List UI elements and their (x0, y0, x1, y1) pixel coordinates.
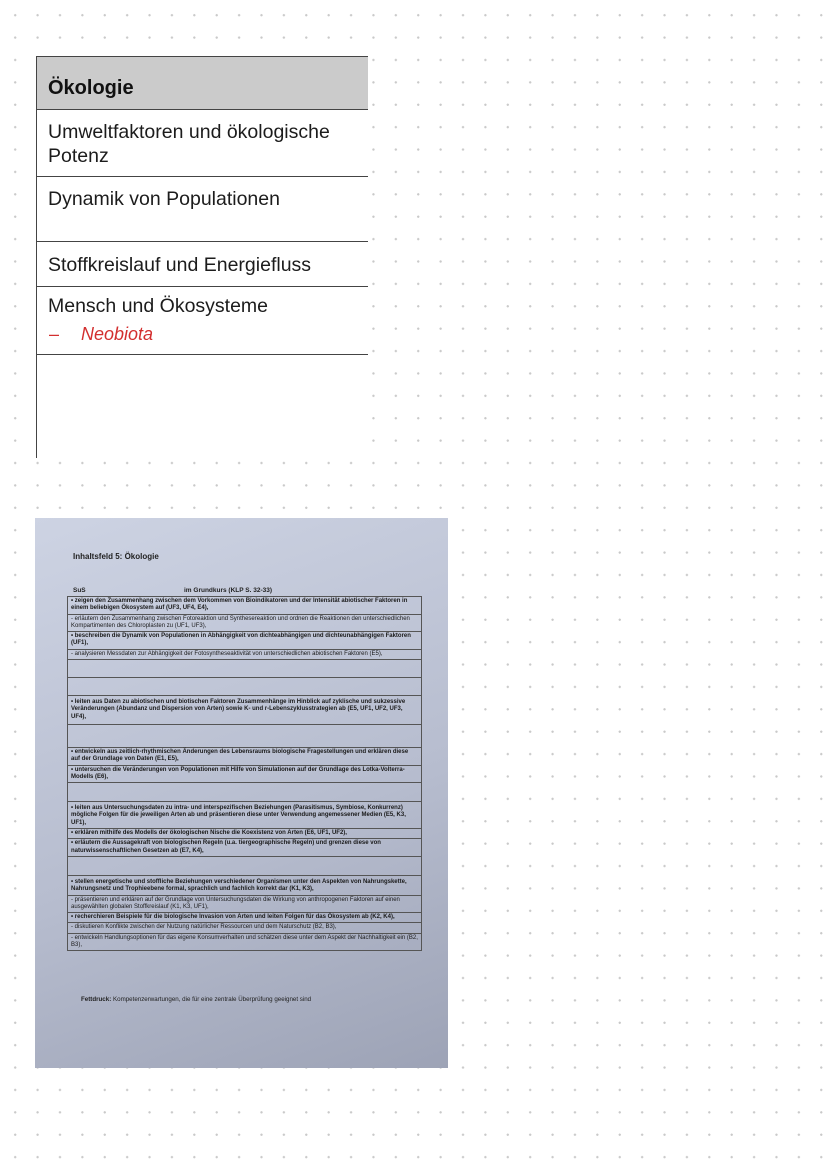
toc-item-stoffkreislauf[interactable]: Stoffkreislauf und Energiefluss (37, 242, 368, 287)
photo-doc-title: Inhaltsfeld 5: Ökologie (73, 552, 159, 561)
table-cell: • zeigen den Zusammenhang zwischen dem Vorkommen von Bioindikatoren und der Intensität abiotischer Faktoren in einem beliebigen Ökosystem auf (UF3, UF4, E4), (67, 597, 422, 615)
toc-table (36, 56, 368, 458)
table-empty-row (67, 857, 422, 876)
toc-item-mensch-label: Mensch und Ökosysteme (48, 295, 269, 317)
table-cell: - entwickeln Handlungsoptionen für das eigene Konsumverhalten und schätzen diese unter dem Aspekt der Nachhaltigkeit ein (B2, B3), (67, 934, 422, 952)
table-cell: • beschreiben die Dynamik von Populationen in Abhängigkeit von dichteabhängigen und dichteunabhängigen Faktoren (UF1), (67, 632, 422, 650)
toc-subitem-neobiota-label: Neobiota (81, 324, 154, 344)
toc-item-mensch[interactable] (37, 287, 368, 355)
table-cell: • stellen energetische und stoffliche Beziehungen verschiedener Organismen unter den Aspekten von Nahrungskette, Nahrungsnetz und Trophieebene formal, sprachlich und fachlich korrekt dar (K1, K3), (67, 876, 422, 896)
table-cell: • leiten aus Untersuchungsdaten zu intra- und interspezifischen Beziehungen (Parasitismus, Symbiose, Konkurrenz) mögliche Folgen für die jeweiligen Arten ab und präsentieren diese unter Verwendung angemessener Medien (E5, K3, UF1), (67, 802, 422, 829)
table-cell: • erläutern die Aussagekraft von biologischen Regeln (u.a. tiergeographische Regeln) und grenzen diese von naturwissenschaftlichen Gesetzen ab (E7, K4), (67, 839, 422, 857)
toc-subitem-neobiota[interactable] (48, 322, 368, 346)
photo-competence-table (67, 596, 422, 951)
dash-icon: – (49, 324, 60, 344)
photo-sos-row (73, 587, 273, 594)
table-empty-row (67, 678, 422, 696)
photo-footnote-text: Kompetenzerwartungen, die für eine zentrale Überprüfung geeignet sind (113, 996, 312, 1003)
table-cell: • untersuchen die Veränderungen von Populationen mit Hilfe von Simulationen auf der Grundlage des Lotka-Volterra-Modells (E6), (67, 766, 422, 784)
table-cell: • recherchieren Beispiele für die biologische Invasion von Arten und leiten Folgen für das Ökosystem ab (K2, K4), (67, 913, 422, 923)
toc-title: Ökologie (37, 56, 368, 110)
table-cell: - erläutern den Zusammenhang zwischen Fotoreaktion und Synthesereaktion und ordnen die Reaktionen den unterschiedlichen Kompartimenten des Chloroplasten zu (UF1, UF3), (67, 615, 422, 633)
table-cell: - präsentieren und erklären auf der Grundlage von Untersuchungsdaten die Wirkung von anthropogenen Faktoren auf einen ausgewählten globalen Stoffkreislauf (K1, K3, UF1), (67, 896, 422, 914)
photo-sos-label: SuS (73, 587, 86, 594)
toc-item-umweltfaktoren[interactable]: Umweltfaktoren und ökologische Potenz (37, 110, 368, 177)
table-empty-row (67, 783, 422, 802)
table-cell: • entwickeln aus zeitlich-rhythmischen Änderungen des Lebensraums biologische Fragestellungen und erklären diese auf der Grundlage von Daten (E1, E5), (67, 748, 422, 766)
photo-grundkurs-label: im Grundkurs (KLP S. 32-33) (184, 587, 273, 594)
document-photo (35, 518, 448, 1068)
photo-footnote-bold: Fettdruck: (81, 996, 112, 1003)
table-empty-row (67, 660, 422, 678)
table-cell: • erklären mithilfe des Modells der ökologischen Nische die Koexistenz von Arten (E6, UF1, UF2), (67, 829, 422, 839)
photo-footnote (81, 996, 311, 1003)
toc-item-populationen[interactable]: Dynamik von Populationen (37, 177, 368, 242)
table-cell: - diskutieren Konflikte zwischen der Nutzung natürlicher Ressourcen und dem Naturschutz (B2, B3), (67, 923, 422, 933)
table-cell: • leiten aus Daten zu abiotischen und biotischen Faktoren Zusammenhänge im Hinblick auf zyklische und sukzessive Veränderungen (Abundanz und Dispersion von Arten) sowie K- und r-Lebenszyklusstrategien ab (E5, UF1, UF2, UF3, UF4), (67, 696, 422, 725)
table-empty-row (67, 725, 422, 748)
table-cell: - analysieren Messdaten zur Abhängigkeit der Fotosyntheseaktivität von unterschiedlichen abiotischen Faktoren (E5), (67, 650, 422, 660)
